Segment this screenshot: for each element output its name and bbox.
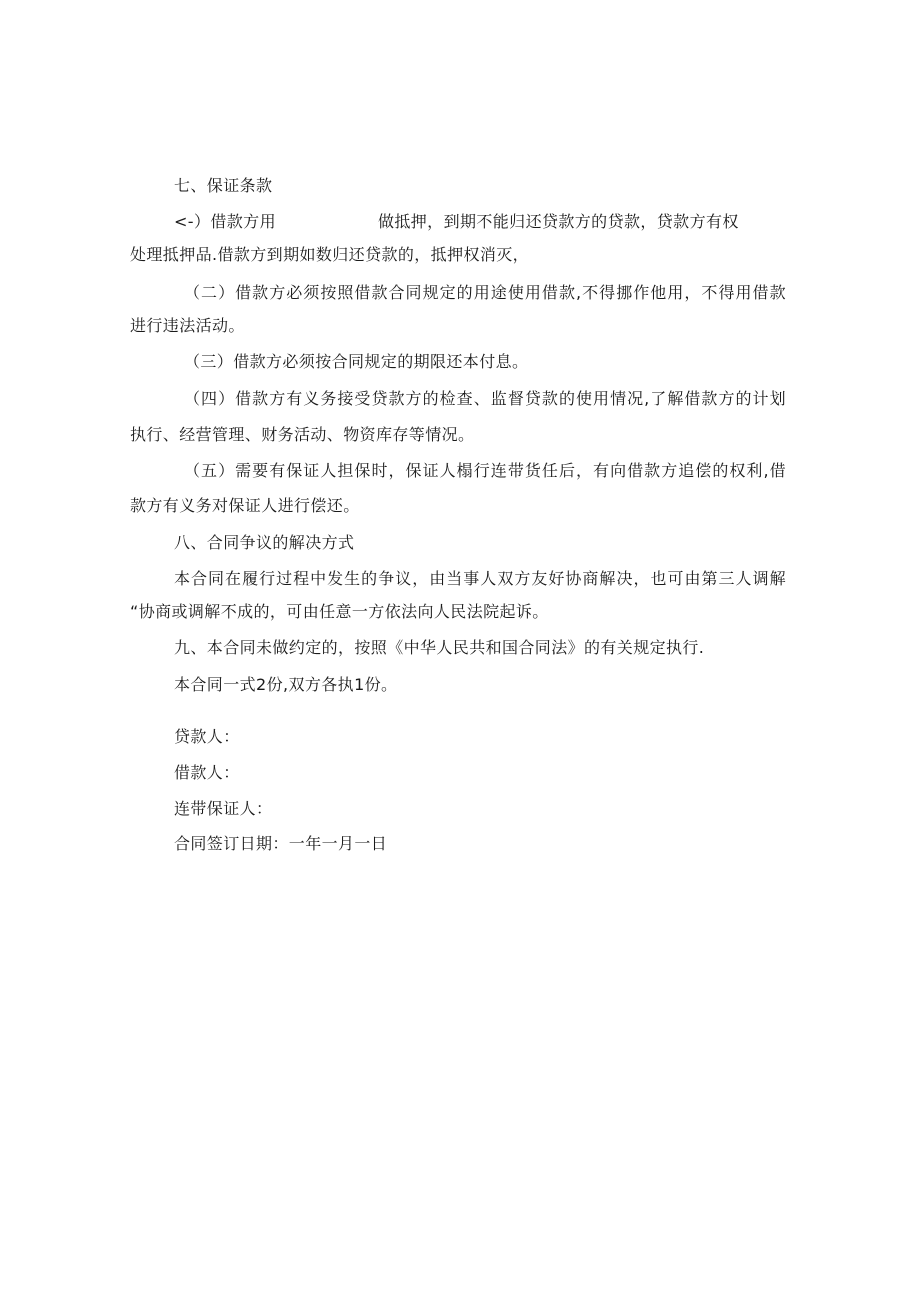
clause-2-line-1: （二）借款方必须按照借款合同规定的用途使用借款,不得挪作他用，不得用借款: [184, 283, 786, 302]
clause-2-line-2: 进行违法活动。: [130, 316, 245, 335]
copies-statement: 本合同一式2份,双方各执1份。: [174, 675, 398, 694]
borrower-signature: 借款人：: [174, 763, 240, 782]
clause-1-prefix: <-）借款方用: [174, 212, 276, 231]
signing-date: 合同签订日期：一年一月一日: [174, 834, 388, 853]
clause-1-line-2: 处理抵押品.借款方到期如数归还贷款的，抵押权消灭，: [130, 245, 530, 264]
clause-4-line-1: （四）借款方有义务接受贷款方的检查、监督贷款的使用情况,了解借款方的计划: [184, 389, 786, 408]
clause-1-suffix: 做抵押，到期不能归还贷款方的贷款，贷款方有权: [377, 212, 739, 231]
guarantor-signature: 连带保证人：: [174, 799, 273, 818]
section-9-text: 九、本合同未做约定的，按照《中华人民共和国合同法》的有关规定执行.: [174, 638, 705, 657]
lender-signature: 贷款人：: [174, 727, 240, 746]
clause-5-line-1: （五）需要有保证人担保时，保证人榻行连带货任后，有向借款方追偿的权利,借: [184, 461, 786, 480]
section-8-line-1: 本合同在履行过程中发生的争议，由当事人双方友好协商解决，也可由第三人调解: [174, 569, 786, 588]
clause-4-line-2: 执行、经营管理、财务活动、物资库存等情况。: [130, 425, 475, 444]
section-8-line-2: “协商或调解不成的，可由任意一方依法向人民法院起诉。: [130, 602, 549, 621]
section-8-heading: 八、合同争议的解决方式: [174, 533, 355, 552]
clause-3-line-1: （三）借款方必须按合同规定的期限还本付息。: [184, 352, 529, 371]
clause-5-line-2: 款方有义务对保证人进行偿还。: [130, 496, 360, 515]
section-7-heading: 七、保证条款: [174, 176, 273, 195]
clause-1-line-1: [174, 212, 739, 232]
